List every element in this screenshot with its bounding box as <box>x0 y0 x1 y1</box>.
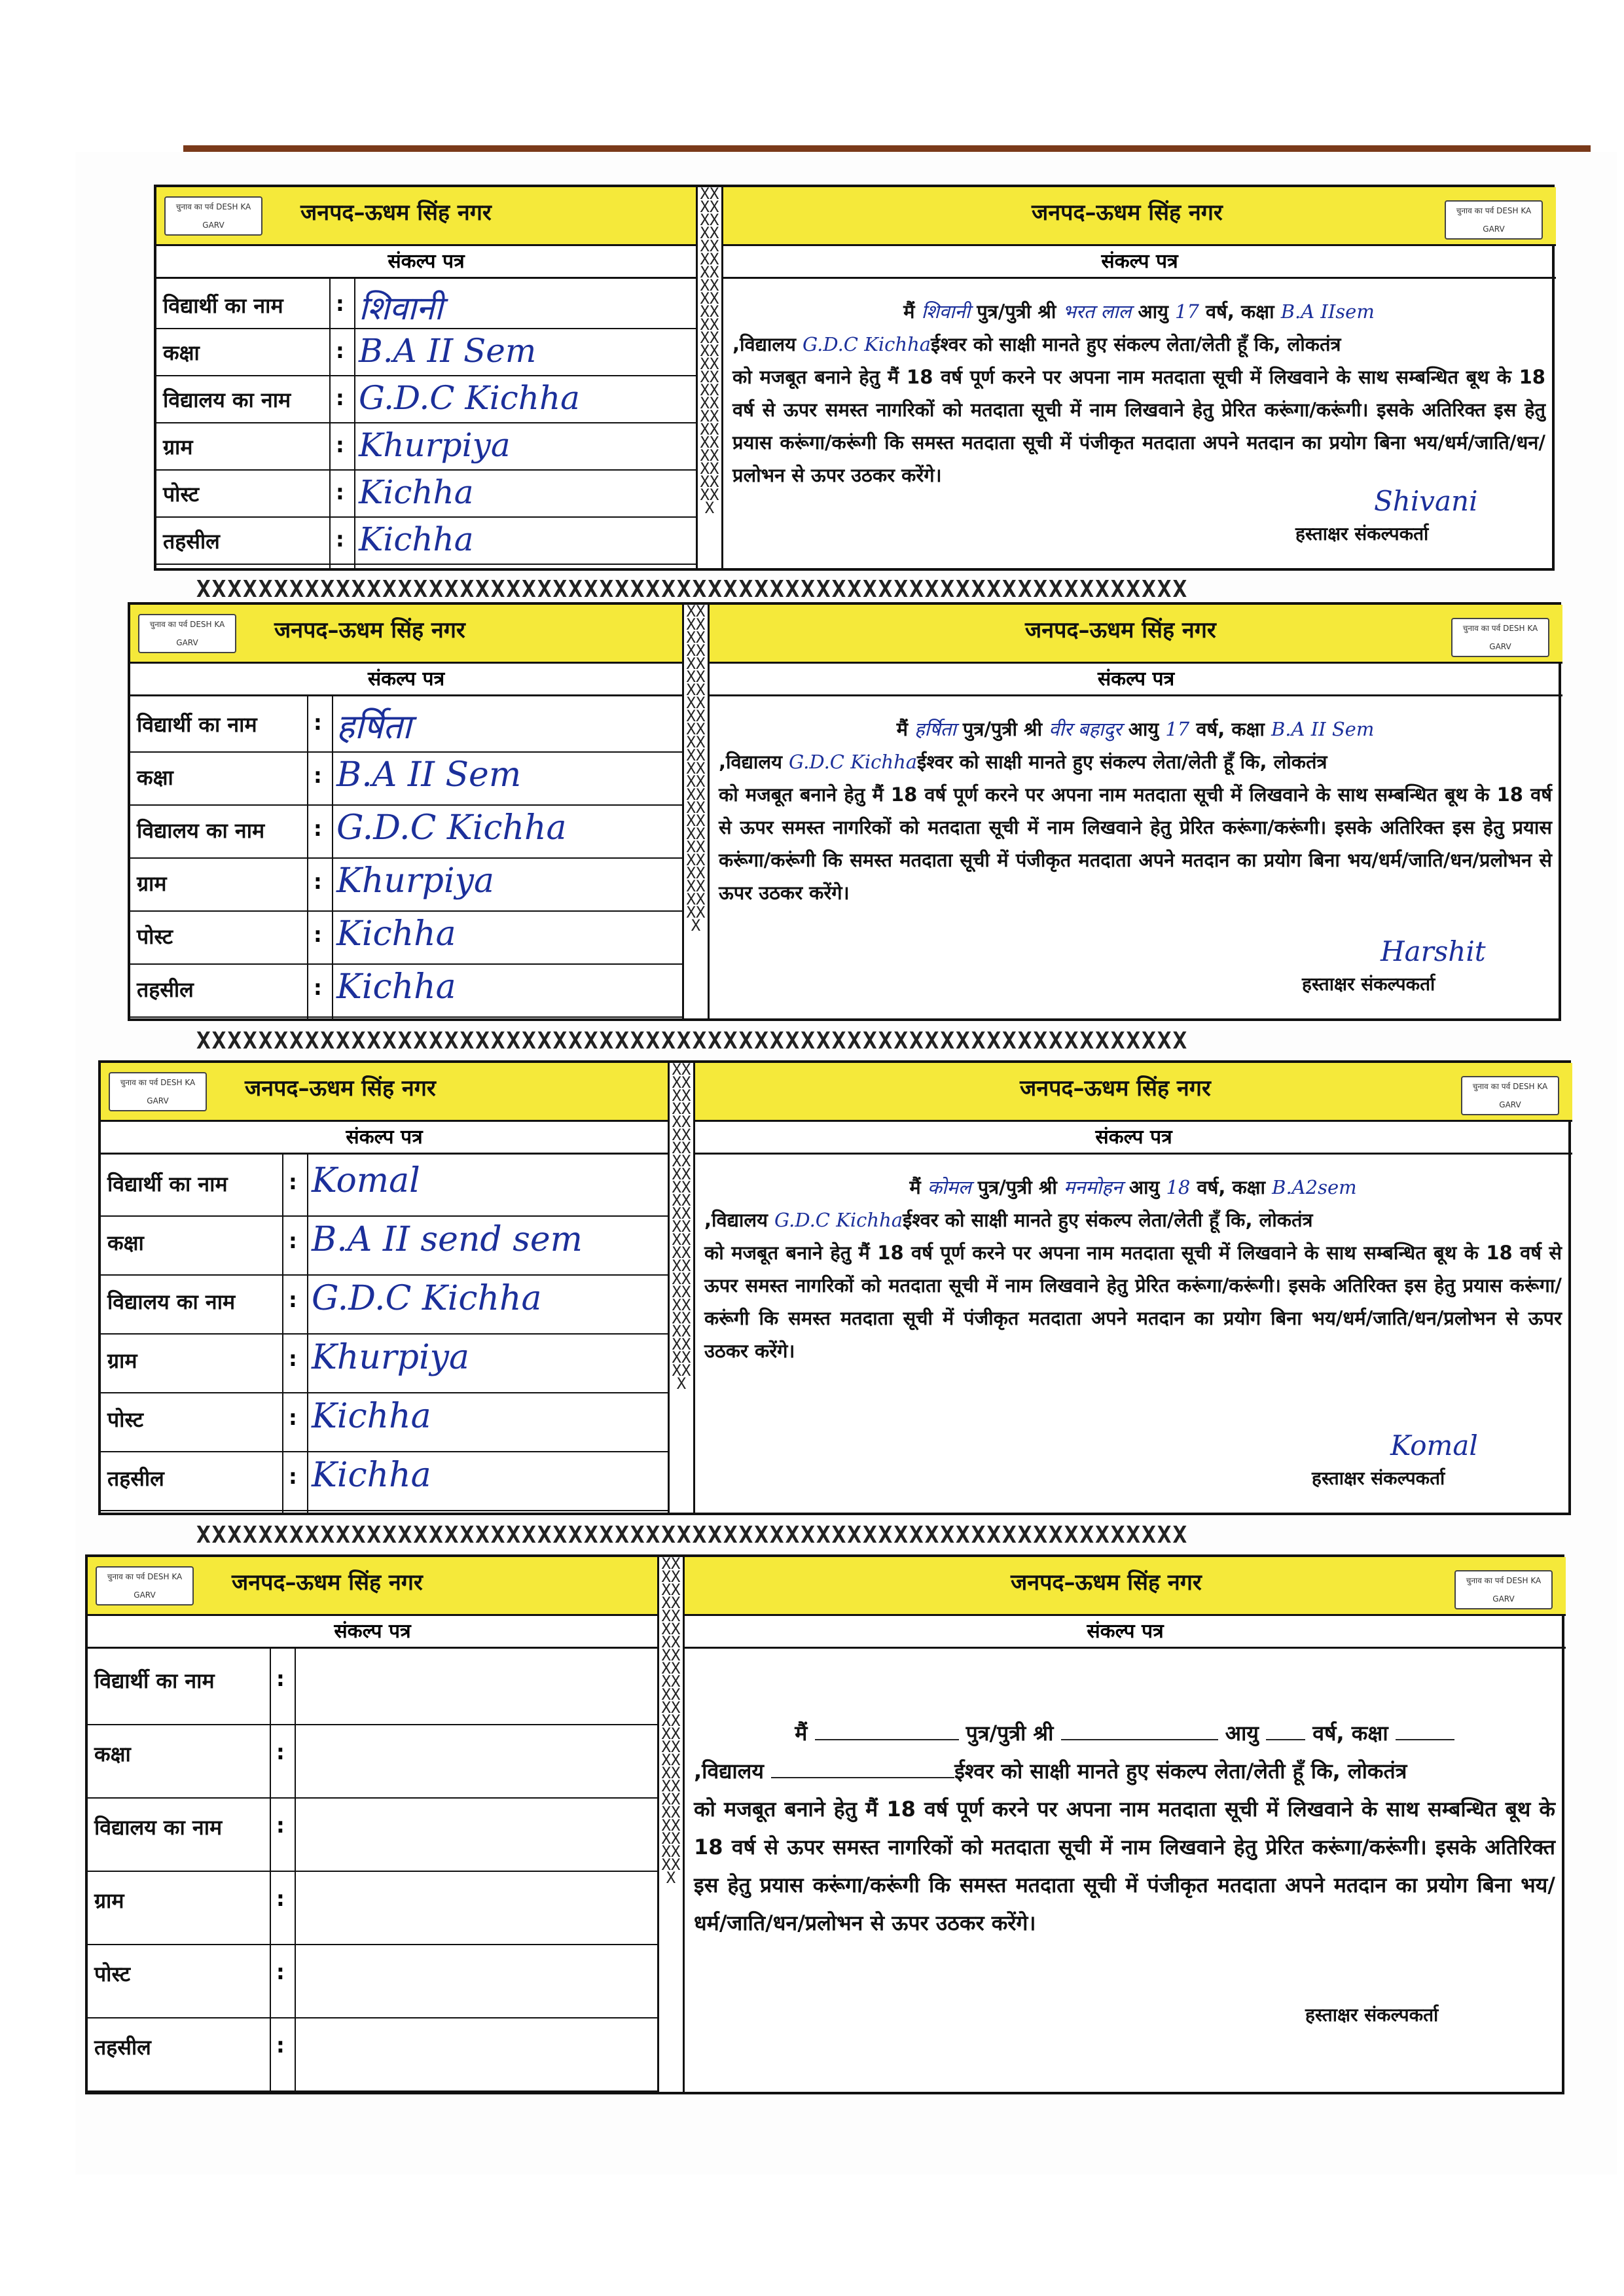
field-label: पोस्ट <box>94 1962 131 1986</box>
handwritten-value: Kichha <box>312 1397 431 1436</box>
pledge-card <box>85 1554 1564 2094</box>
field-colon: : <box>336 480 344 505</box>
field-colon: : <box>314 763 322 788</box>
election-logo: चुनाव का पर्व DESH KA GARV <box>1454 1570 1553 1609</box>
field-row <box>101 1393 668 1452</box>
signature-label: हस्ताक्षर संकल्पकर्ता <box>1302 973 1435 995</box>
handwritten-value: B.A II Sem <box>359 332 537 370</box>
district-heading: जनपद–ऊधम सिंह नगर <box>1011 1570 1202 1596</box>
handwritten-value: Khurpiya <box>336 861 494 901</box>
header-bar-right <box>695 1063 1572 1122</box>
election-logo: चुनाव का पर्व DESH KA GARV <box>109 1072 207 1111</box>
field-label: विद्यालय का नाम <box>137 818 265 843</box>
field-colon: : <box>276 1666 285 1691</box>
field-colon: : <box>314 816 322 841</box>
pledge-subheading: संकल्प पत्र <box>710 664 1562 696</box>
field-colon: : <box>289 1405 297 1430</box>
field-row <box>156 329 696 376</box>
field-label: विद्यालय का नाम <box>163 387 291 412</box>
field-colon: : <box>314 710 322 735</box>
election-logo: चुनाव का पर्व DESH KA GARV <box>164 196 262 236</box>
cut-line-vertical: XXXXXXXXXXXXXXXXXXXXXXXXXXXXXXXXXXXXXXXXXXXXXXXXX <box>657 1557 685 2092</box>
field-row <box>88 2018 657 2092</box>
field-row <box>130 965 682 1018</box>
field-colon: : <box>289 1287 297 1312</box>
handwritten-value: Kichha <box>336 914 456 954</box>
field-label: विद्यार्थी का नाम <box>107 1172 228 1196</box>
field-colon: : <box>314 869 322 894</box>
handwritten-value: Kichha <box>336 967 456 1007</box>
field-label: कक्षा <box>94 1742 131 1767</box>
field-colon: : <box>289 1346 297 1371</box>
table-edge <box>183 145 1591 152</box>
header-bar-left <box>88 1557 657 1616</box>
field-row <box>101 1452 668 1511</box>
field-row <box>156 376 696 423</box>
field-label: ग्राम <box>94 1888 124 1913</box>
district-heading: जनपद–ऊधम सिंह नगर <box>245 1075 436 1102</box>
field-row <box>101 1335 668 1393</box>
field-row <box>88 1725 657 1799</box>
field-row <box>101 1217 668 1276</box>
handwritten-value: हर्षिता <box>336 708 412 747</box>
field-label: विद्यार्थी का नाम <box>137 712 257 737</box>
election-logo: चुनाव का पर्व DESH KA GARV <box>1451 618 1549 657</box>
signature: Komal <box>1390 1429 1478 1462</box>
field-label: ग्राम <box>107 1348 137 1373</box>
field-row <box>156 471 696 518</box>
field-row <box>88 1652 657 1725</box>
field-row <box>88 1872 657 1945</box>
handwritten-value: G.D.C Kichha <box>336 808 567 848</box>
handwritten-value: Khurpiya <box>359 426 511 464</box>
election-logo: चुनाव का पर्व DESH KA GARV <box>1461 1076 1559 1115</box>
field-colon: : <box>336 527 344 552</box>
pledge-text: मैं शिवानी पुत्र/पुत्री श्री भरत लाल आयु 17 वर्ष, कक्षा B.A IIsem ,विद्यालय G.D.C Kichhaईश्वर को साक्षी मानते हुए संकल्प लेता/लेती हूँ कि, लोकतंत्र को मजबूत बनाने हेतु मैं 18 वर्ष पूर्ण करने पर अपना नाम मतदाता सूची में लिखवाने के साथ सम्बन्धित बूथ के 18 वर्ष से ऊपर समस्त नागरिकों को मतदाता सूची में नाम लिखवाने हेतु प्रेरित करूंगा/करूंगी। इसके अतिरिक्त इस हेतु प्रयास करूंगा/करूंगी कि समस्त मतदाता सूची में पंजीकृत मतदाता अपने मतदान का प्रयोग बिना भय/धर्म/जाति/धन/प्रलोभन से ऊपर उठकर करेंगे। <box>732 300 1545 486</box>
field-row <box>101 1158 668 1217</box>
signature: Harshit <box>1380 935 1486 967</box>
pledge-card <box>98 1060 1571 1515</box>
handwritten-value: Khurpiya <box>312 1338 469 1377</box>
handwritten-value: Kichha <box>359 473 474 511</box>
field-label: कक्षा <box>163 340 200 365</box>
field-label: तहसील <box>137 977 194 1002</box>
field-row <box>88 1799 657 1872</box>
pledge-text: मैं पुत्र/पुत्री श्री आयु वर्ष, कक्षा ,विद्यालय ईश्वर को साक्षी मानते हुए संकल्प लेता/लेती हूँ कि, लोकतंत्र को मजबूत बनाने हेतु मैं 18 वर्ष पूर्ण करने पर अपना नाम मतदाता सूची में लिखवाने के साथ सम्बन्धित बूथ के 18 वर्ष से ऊपर समस्त नागरिकों को मतदाता सूची में नाम लिखवाने हेतु प्रेरित करूंगा/करूंगी। इसके अतिरिक्त इस हेतु प्रयास करूंगा/करूंगी कि समस्त मतदाता सूची में पंजीकृत मतदाता अपने मतदान का प्रयोग बिना भय/धर्म/जाति/धन/प्रलोभन से ऊपर उठकर करेंगे। <box>694 1721 1555 1935</box>
signature-label: हस्ताक्षर संकल्पकर्ता <box>1312 1467 1445 1489</box>
field-colon: : <box>336 291 344 316</box>
pledge-text: मैं कोमल पुत्र/पुत्री श्री मनमोहन आयु 18 वर्ष, कक्षा B.A2sem ,विद्यालय G.D.C Kichhaईश्वर को साक्षी मानते हुए संकल्प लेता/लेती हूँ कि, लोकतंत्र को मजबूत बनाने हेतु मैं 18 वर्ष पूर्ण करने पर अपना नाम मतदाता सूची में लिखवाने के साथ सम्बन्धित बूथ के 18 वर्ष से ऊपर समस्त नागरिकों को मतदाता सूची में नाम लिखवाने हेतु प्रेरित करूंगा/करूंगी। इसके अतिरिक्त इस हेतु प्रयास करूंगा/करूंगी कि समस्त मतदाता सूची में पंजीकृत मतदाता अपने मतदान का प्रयोग बिना भय/धर्म/जाति/धन/प्रलोभन से ऊपर उठकर करेंगे। <box>704 1176 1562 1362</box>
handwritten-value: B.A II Sem <box>336 755 522 795</box>
field-colon: : <box>289 1229 297 1253</box>
pledge-subheading: संकल्प पत्र <box>88 1616 657 1649</box>
cut-line-vertical: XXXXXXXXXXXXXXXXXXXXXXXXXXXXXXXXXXXXXXXXXXXXXXXXX <box>668 1063 695 1513</box>
handwritten-value: Komal <box>312 1161 420 1200</box>
field-label: कक्षा <box>137 765 173 790</box>
cut-line-vertical: XXXXXXXXXXXXXXXXXXXXXXXXXXXXXXXXXXXXXXXXXXXXXXXXX <box>682 605 710 1018</box>
field-row <box>130 753 682 806</box>
header-bar-left <box>156 187 696 246</box>
field-label: पोस्ट <box>137 924 173 949</box>
pledge-subheading: संकल्प पत्र <box>156 246 696 279</box>
field-row <box>156 423 696 471</box>
field-row <box>88 1945 657 2018</box>
district-heading: जनपद–ऊधम सिंह नगर <box>300 200 492 226</box>
header-bar-right <box>723 187 1556 246</box>
district-heading: जनपद–ऊधम सिंह नगर <box>1032 200 1223 226</box>
header-bar-left <box>130 605 682 664</box>
pledge-subheading: संकल्प पत्र <box>101 1122 668 1155</box>
field-label: तहसील <box>94 2035 151 2060</box>
district-heading: जनपद–ऊधम सिंह नगर <box>1020 1075 1211 1102</box>
field-label: कक्षा <box>107 1230 144 1255</box>
field-label: विद्यार्थी का नाम <box>163 293 283 318</box>
field-label: ग्राम <box>137 871 167 896</box>
election-logo: चुनाव का पर्व DESH KA GARV <box>1445 200 1543 240</box>
field-colon: : <box>276 1960 285 1984</box>
handwritten-value: Kichha <box>359 520 474 558</box>
field-colon: : <box>289 1170 297 1194</box>
pledge-subheading: संकल्प पत्र <box>695 1122 1572 1155</box>
pledge-subheading: संकल्प पत्र <box>685 1616 1566 1649</box>
handwritten-value: G.D.C Kichha <box>312 1279 542 1318</box>
field-row <box>130 700 682 753</box>
header-bar-right <box>685 1557 1566 1616</box>
header-bar-right <box>710 605 1562 664</box>
background-top <box>0 0 1624 145</box>
field-colon: : <box>336 433 344 457</box>
field-colon: : <box>276 1813 285 1838</box>
field-row <box>156 282 696 329</box>
field-colon: : <box>314 922 322 947</box>
cut-separator-1: XXXXXXXXXXXXXXXXXXXXXXXXXXXXXXXXXXXXXXXXXXXXXXXXXXXXXXXXXXXXXXXX <box>196 576 1189 603</box>
field-label: विद्यार्थी का नाम <box>94 1668 215 1693</box>
field-row <box>156 518 696 565</box>
pledge-subheading: संकल्प पत्र <box>130 664 682 696</box>
field-label: तहसील <box>107 1466 164 1491</box>
field-colon: : <box>276 1886 285 1911</box>
field-colon: : <box>314 975 322 1000</box>
field-label: पोस्ट <box>163 482 200 507</box>
handwritten-value: Kichha <box>312 1456 431 1495</box>
handwritten-value: G.D.C Kichha <box>359 379 580 417</box>
district-heading: जनपद–ऊधम सिंह नगर <box>274 617 465 643</box>
field-colon: : <box>336 338 344 363</box>
cut-separator-2: XXXXXXXXXXXXXXXXXXXXXXXXXXXXXXXXXXXXXXXXXXXXXXXXXXXXXXXXXXXXXXXX <box>196 1028 1189 1054</box>
field-label: पोस्ट <box>107 1407 144 1432</box>
field-label: विद्यालय का नाम <box>107 1289 236 1314</box>
election-logo: चुनाव का पर्व DESH KA GARV <box>96 1566 194 1605</box>
pledge-subheading: संकल्प पत्र <box>723 246 1556 279</box>
signature: Shivani <box>1374 485 1478 517</box>
signature-label: हस्ताक्षर संकल्पकर्ता <box>1295 523 1429 545</box>
field-row <box>130 912 682 965</box>
election-logo: चुनाव का पर्व DESH KA GARV <box>138 614 236 653</box>
pledge-text: मैं हर्षिता पुत्र/पुत्री श्री वीर बहादुर आयु 17 वर्ष, कक्षा B.A II Sem ,विद्यालय G.D.C Kichhaईश्वर को साक्षी मानते हुए संकल्प लेता/लेती हूँ कि, लोकतंत्र को मजबूत बनाने हेतु मैं 18 वर्ष पूर्ण करने पर अपना नाम मतदाता सूची में लिखवाने के साथ सम्बन्धित बूथ के 18 वर्ष से ऊपर समस्त नागरिकों को मतदाता सूची में नाम लिखवाने हेतु प्रेरित करूंगा/करूंगी। इसके अतिरिक्त इस हेतु प्रयास करूंगा/करूंगी कि समस्त मतदाता सूची में पंजीकृत मतदाता अपने मतदान का प्रयोग बिना भय/धर्म/जाति/धन/प्रलोभन से ऊपर उठकर करेंगे। <box>719 718 1552 904</box>
cut-separator-3: XXXXXXXXXXXXXXXXXXXXXXXXXXXXXXXXXXXXXXXXXXXXXXXXXXXXXXXXXXXXXXXX <box>196 1522 1189 1549</box>
field-label: ग्राम <box>163 435 193 459</box>
header-bar-left <box>101 1063 668 1122</box>
field-colon: : <box>289 1464 297 1489</box>
field-row <box>130 859 682 912</box>
field-colon: : <box>276 1740 285 1765</box>
cut-line-vertical: XXXXXXXXXXXXXXXXXXXXXXXXXXXXXXXXXXXXXXXXXXXXXXXXX <box>696 187 723 568</box>
pledge-card <box>128 602 1561 1021</box>
field-row <box>130 806 682 859</box>
district-heading: जनपद–ऊधम सिंह नगर <box>232 1570 423 1596</box>
district-heading: जनपद–ऊधम सिंह नगर <box>1025 617 1216 643</box>
field-label: विद्यालय का नाम <box>94 1815 223 1840</box>
field-label: तहसील <box>163 529 220 554</box>
signature-label: हस्ताक्षर संकल्पकर्ता <box>1305 2004 1439 2026</box>
pledge-card <box>154 185 1555 571</box>
field-row <box>101 1276 668 1335</box>
handwritten-value: शिवानी <box>359 289 443 327</box>
field-colon: : <box>336 386 344 410</box>
handwritten-value: B.A II send sem <box>312 1220 583 1259</box>
field-colon: : <box>276 2033 285 2058</box>
